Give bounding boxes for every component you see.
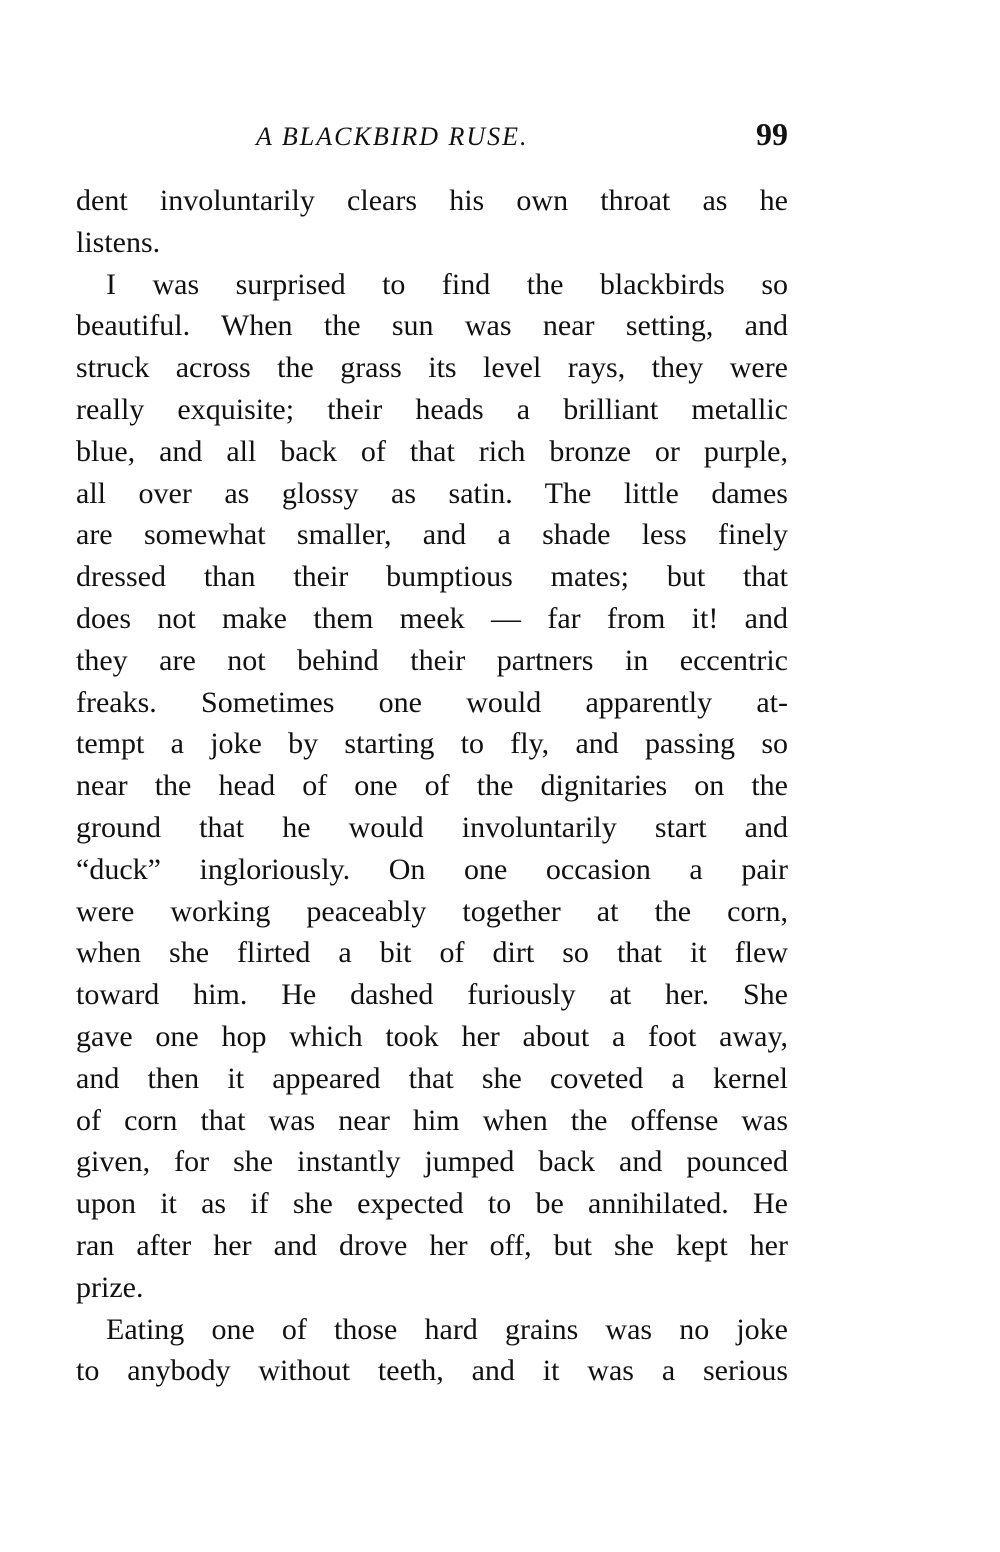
text-line: they are not behind their partners in eccentric — [76, 643, 788, 677]
text-line: tempt a joke by starting to fly, and passing so — [76, 727, 788, 761]
text-line: prize. — [76, 1270, 144, 1304]
text-line: are somewhat smaller, and a shade less finely — [76, 518, 788, 552]
text-line: to anybody without teeth, and it was a serious — [76, 1354, 788, 1388]
running-head — [76, 118, 788, 158]
text-line: beautiful. When the sun was near setting, and — [76, 309, 788, 343]
text-line: ground that he would involuntarily start and — [76, 810, 788, 844]
text-line: ran after her and drove her off, but she kept her — [76, 1228, 788, 1262]
text-line: Eating one of those hard grains was no joke — [106, 1312, 788, 1346]
body-text — [76, 180, 788, 1392]
text-line: toward him. He dashed furiously at her. She — [76, 978, 788, 1012]
text-line: “duck” ingloriously. On one occasion a pair — [76, 852, 788, 886]
text-line: struck across the grass its level rays, they were — [76, 351, 788, 385]
text-line: when she flirted a bit of dirt so that it flew — [76, 936, 788, 970]
running-title: A BLACKBIRD RUSE. — [256, 122, 529, 151]
text-line: listens. — [76, 225, 161, 259]
text-line: dressed than their bumptious mates; but that — [76, 560, 788, 594]
text-line: and then it appeared that she coveted a kernel — [76, 1061, 788, 1095]
text-line: blue, and all back of that rich bronze or purple, — [76, 434, 788, 468]
text-line: were working peaceably together at the corn, — [76, 894, 788, 928]
text-line: does not make them meek — far from it! and — [76, 601, 788, 635]
text-line: I was surprised to find the blackbirds so — [106, 267, 788, 301]
page-number: 99 — [756, 116, 788, 152]
text-line: really exquisite; their heads a brilliant metallic — [76, 392, 788, 426]
text-line: gave one hop which took her about a foot away, — [76, 1019, 788, 1053]
text-line: all over as glossy as satin. The little dames — [76, 476, 788, 510]
text-line: freaks. Sometimes one would apparently at- — [76, 685, 788, 719]
text-line: of corn that was near him when the offense was — [76, 1103, 788, 1137]
text-line: dent involuntarily clears his own throat as he — [76, 184, 788, 217]
text-line: upon it as if she expected to be annihilated. He — [76, 1187, 788, 1221]
text-line: given, for she instantly jumped back and pounced — [76, 1145, 788, 1179]
text-line: near the head of one of the dignitaries on the — [76, 769, 788, 803]
